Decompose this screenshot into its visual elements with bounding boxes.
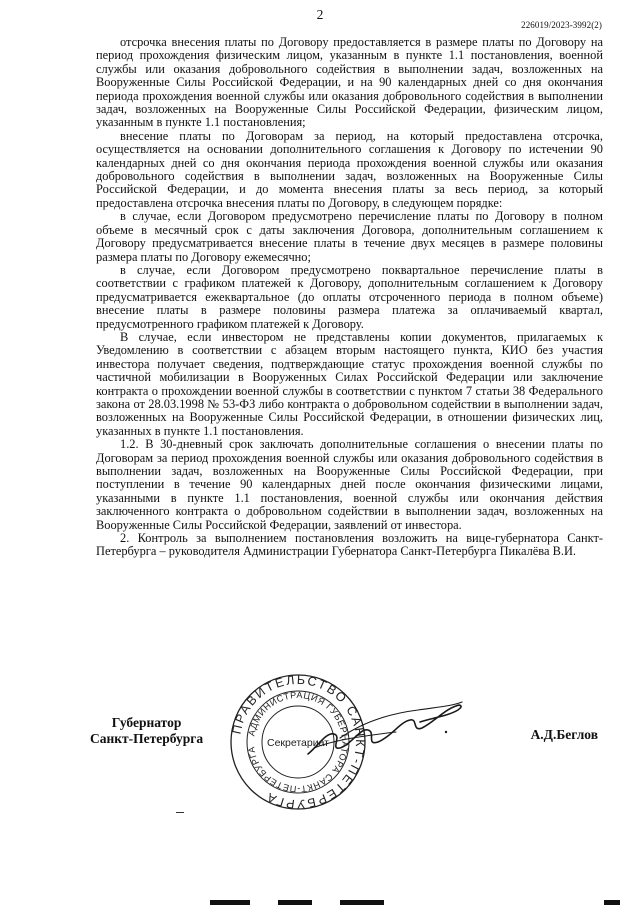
scan-bar [340,900,384,905]
paragraph-deferral-payment: внесение платы по Договорам за период, на который предоставлена отсрочка, осуществляется на основании дополнительного соглашения к Договору по истечении 90 календарных дней со дня окончания периода прохождения военной службы или оказания добровольного содействия в выполнении задач, возложенных на Вооруженные Силы Российской Федерации, и до момента внесения платы за весь период, за который предоставлена отсрочка внесения платы по Договору, в следующем порядке: [96,128,603,210]
governor-title-line2: Санкт-Петербурга [90,731,204,746]
governor-name: А.Д.Беглов [530,727,598,742]
footer-scan-marks [0,897,640,905]
scan-bar [210,900,250,905]
paragraph-clause-1-2: 1.2. В 30-дневный срок заключать дополнительные соглашения о внесении платы по Договорам за период прохождения военной службы или оказания добровольного содействия в выполнении задач, возложенных на Вооруженные Силы Российской Федерации, при поступлении в течение 90 календарных дней после окончания физическими лицами, указанными в пункте 1.1 постановления, военной службы или окончания действия заключенного контракта о добровольном содействии в выполнении задач, возложенных на Вооруженные Силы Российской Федерации, заявлений от инвестора. [96,437,603,532]
page-number: 2 [316,7,324,22]
scan-bar [278,900,312,905]
governor-title [90,715,203,747]
paragraph-monthly-case: в случае, если Договором предусмотрено перечисление платы по Договору в полном объеме в месячный срок с даты заключения Договора, дополнительным соглашением к Договору предусматривается внесение платы в течение двух месяцев в размере половины размера платы по Договору ежемесячно; [96,209,603,264]
governor-title-line1: Губернатор [111,715,182,730]
paragraph-quarterly-case: в случае, если Договором предусмотрено поквартальное перечисление платы в соответствии с графиком платежей к Договору, дополнительным соглашением к Договору предусматривается ежеквартальное (до оплаты отсроченного периода в полном объеме) внесение платы в размере половины размера платежа за оплачиваемый квартал, предусмотренного графиком платежей к Договору. [96,262,603,331]
stamp-inner-text: АДМИНИСТРАЦИЯ ГУБЕРНАТОРА САНКТ-ПЕТЕРБУРГА [246,689,351,795]
stamp-center-text: Секретариат [266,737,330,749]
paragraph-clause-2: 2. Контроль за выполнением постановления возложить на вице-губернатора Санкт-Петербурга – руководителя Администрации Губернатора Санкт-Петербурга Пикалёва В.И. [96,531,603,559]
handwritten-signature [300,688,470,768]
paragraph-documents-case: В случае, если инвестором не представлены копии документов, прилагаемых к Уведомлению в соответствии с абзацем вторым настоящего пункта, КИО без участия инвестора получает сведения, подтверждающие статус прохождения военной службы по частичной мобилизации в Вооруженных Силах Российской Федерации или заключение контракта о прохождении военной службы в соответствии с пунктом 7 статьи 38 Федерального закона от 28.03.1998 № 53-ФЗ либо контракта о добровольном содействии в выполнении задач, возложенных на Вооруженные Силы Российской Федерации, в отношении физических лиц, указанных в пункте 1.1 постановления. [96,329,603,438]
stamp-outer-text: ПРАВИТЕЛЬСТВО САНКТ-ПЕТЕРБУРГА [229,672,368,812]
document-id: 226019/2023-3992(2) [521,20,602,30]
paragraph-deferral-amount: отсрочка внесения платы по Договору предоставляется в размере платы по Договору на период прохождения физическим лицом, указанным в пункте 1.1 постановления, военной службы или оказания добровольного содействия в выполнении задач, возложенных на Вооруженные Силы Российской Федерации, и на 90 календарных дней со дня окончания периода прохождения военной службы или оказания добровольного содействия в выполнении задач, возложенных на Вооруженные Силы Российской Федерации, физическим лицом, указанным в пункте 1.1 постановления; [96,35,603,130]
scan-bar [604,900,620,905]
page-mark [176,812,184,813]
